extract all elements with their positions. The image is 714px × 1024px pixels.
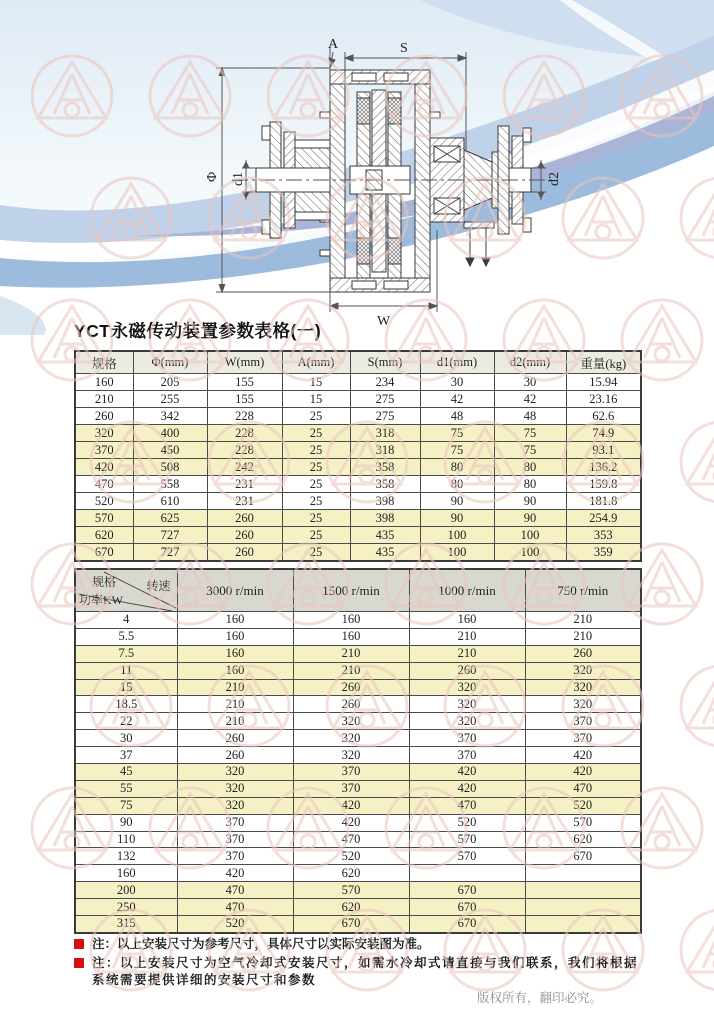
table-cell: 520 [409,814,525,831]
table-cell: 210 [177,696,293,713]
dim-label-w: W [377,314,391,329]
table-cell: 570 [293,882,409,899]
table-row [75,780,641,797]
note-text: 注：以上安装尺寸为空气冷却式安装尺寸，如需水冷却式请直接与我们联系，我们将根据系统需要提供详细的安装尺寸和参数 [92,956,639,987]
table-cell: 210 [409,645,525,662]
table-cell: 370 [525,730,641,747]
column-header: d2(mm) [494,351,566,374]
table-cell: 727 [133,544,207,562]
table-cell: 420 [409,764,525,781]
table-row [75,612,641,629]
table-cell: 228 [207,408,282,425]
table-cell: 450 [133,442,207,459]
table-row [75,544,641,562]
table-cell: 470 [177,899,293,916]
table-cell: 90 [494,493,566,510]
column-header: 重量(kg) [566,351,641,374]
table-cell: 100 [494,544,566,562]
table-cell: 210 [177,679,293,696]
table-cell: 520 [177,916,293,933]
table-cell: 620 [293,865,409,882]
table-row [75,814,641,831]
table-cell: 570 [409,848,525,865]
table-cell: 320 [409,713,525,730]
table-cell: 181.8 [566,493,641,510]
table-cell: 25 [282,408,350,425]
table-cell: 75 [494,425,566,442]
table-cell: 25 [282,442,350,459]
table-cell: 160 [177,645,293,662]
table-cell: 25 [282,527,350,544]
note-item [74,955,640,989]
table-cell: 80 [494,476,566,493]
table-cell: 670 [525,848,641,865]
table-cell: 15.94 [566,374,641,391]
table-cell: 470 [75,476,133,493]
note-bullet-icon [74,939,84,949]
copyright-notice: 版权所有，翻印必究。 [476,991,602,1005]
table-cell: 160 [293,612,409,629]
dimension-table-header-row [75,351,641,374]
table-cell: 75 [494,442,566,459]
table-cell: 42 [420,391,494,408]
table-cell: 5.5 [75,628,177,645]
table-cell: 508 [133,459,207,476]
table-cell: 320 [177,764,293,781]
table-cell: 520 [525,797,641,814]
table-cell: 242 [207,459,282,476]
table-cell: 160 [75,374,133,391]
table-cell: 260 [293,679,409,696]
table-cell: 254.9 [566,510,641,527]
table-cell: 228 [207,425,282,442]
notes-section [74,936,640,991]
table-cell: 90 [75,814,177,831]
table-cell: 370 [75,442,133,459]
table-cell: 25 [282,544,350,562]
page-title: YCT永磁传动装置参数表格(一) [74,321,322,341]
table-cell: 132 [75,848,177,865]
table-cell: 234 [350,374,420,391]
table-row [75,662,641,679]
table-cell: 470 [409,797,525,814]
dim-label-d2: d2 [547,172,562,186]
table-cell: 320 [525,679,641,696]
power-speed-table [74,568,642,934]
table-cell: 320 [409,696,525,713]
corner-label-spec: 规格 [92,575,117,589]
table-row [75,831,641,848]
table-cell: 15 [282,374,350,391]
table-cell: 48 [420,408,494,425]
table-cell: 470 [525,780,641,797]
table-cell: 353 [566,527,641,544]
table-cell: 231 [207,493,282,510]
speed-column-header: 1000 r/min [409,569,525,612]
table-row [75,882,641,899]
note-item [74,936,640,953]
table-cell: 620 [293,899,409,916]
table-cell: 318 [350,425,420,442]
column-header: S(mm) [350,351,420,374]
column-header: W(mm) [207,351,282,374]
table-cell: 18.5 [75,696,177,713]
table-cell: 570 [75,510,133,527]
table-cell: 25 [282,476,350,493]
table-row [75,797,641,814]
table-cell: 275 [350,391,420,408]
table-cell: 320 [75,425,133,442]
note-text: 注：以上安装尺寸为参考尺寸，具体尺寸以实际安装图为准。 [92,937,430,951]
dim-label-s: S [400,41,408,56]
table-cell: 670 [409,882,525,899]
table-cell: 275 [350,408,420,425]
table-row [75,527,641,544]
column-header: 规格 [75,351,133,374]
table-cell: 370 [177,814,293,831]
table-cell: 80 [494,459,566,476]
table-cell: 370 [293,764,409,781]
table-cell: 210 [409,628,525,645]
table-cell: 420 [293,797,409,814]
table-row [75,645,641,662]
table-cell: 100 [420,544,494,562]
table-cell: 210 [177,713,293,730]
table-cell: 30 [75,730,177,747]
table-cell [525,882,641,899]
table-cell: 255 [133,391,207,408]
table-cell: 520 [75,493,133,510]
dim-label-phi: Φ [205,171,220,182]
column-header: d1(mm) [420,351,494,374]
table-cell: 398 [350,493,420,510]
technical-drawing [0,0,714,335]
table-cell: 420 [525,764,641,781]
table-row [75,459,641,476]
table-cell: 74.9 [566,425,641,442]
table-cell: 45 [75,764,177,781]
power-speed-header-row [75,569,641,612]
table-cell: 75 [420,442,494,459]
table-row [75,899,641,916]
table-row [75,764,641,781]
table-cell: 250 [75,899,177,916]
table-cell: 420 [177,865,293,882]
table-cell: 320 [177,797,293,814]
table-cell: 155 [207,374,282,391]
table-cell: 210 [525,628,641,645]
table-cell: 30 [494,374,566,391]
table-cell: 210 [75,391,133,408]
table-row [75,679,641,696]
column-header: Φ(mm) [133,351,207,374]
table-row [75,374,641,391]
table-cell: 260 [75,408,133,425]
table-cell: 260 [293,696,409,713]
note-bullet-icon [74,958,84,968]
table-cell: 25 [282,493,350,510]
table-cell: 160 [409,612,525,629]
table-cell: 610 [133,493,207,510]
table-cell: 398 [350,510,420,527]
table-cell: 160 [177,662,293,679]
table-cell: 15 [75,679,177,696]
table-cell: 260 [207,527,282,544]
table-cell: 435 [350,527,420,544]
table-cell: 75 [75,797,177,814]
table-row [75,442,641,459]
table-cell: 210 [525,612,641,629]
logo-watermark-icon [677,418,714,506]
diagonal-corner-cell [75,569,177,612]
column-header: A(mm) [282,351,350,374]
table-cell: 90 [420,510,494,527]
table-cell: 160 [177,612,293,629]
table-cell: 320 [525,662,641,679]
table-cell: 260 [409,662,525,679]
table-cell: 37 [75,747,177,764]
table-cell: 358 [350,476,420,493]
table-row [75,408,641,425]
table-cell: 625 [133,510,207,527]
table-cell: 342 [133,408,207,425]
table-cell: 80 [420,459,494,476]
table-cell: 210 [293,662,409,679]
dim-label-d1: d1 [231,172,246,186]
table-cell: 320 [293,713,409,730]
table-cell: 470 [293,831,409,848]
table-cell: 370 [409,747,525,764]
table-cell: 400 [133,425,207,442]
table-cell: 359 [566,544,641,562]
corner-label-speed: 转速 [146,579,171,593]
table-cell: 670 [293,916,409,933]
table-cell: 48 [494,408,566,425]
table-cell: 7.5 [75,645,177,662]
table-cell: 260 [177,747,293,764]
table-cell: 62.6 [566,408,641,425]
table-cell [525,899,641,916]
table-row [75,730,641,747]
table-cell [525,865,641,882]
table-row [75,713,641,730]
table-cell: 260 [177,730,293,747]
table-cell: 670 [409,916,525,933]
table-cell: 358 [350,459,420,476]
table-cell: 80 [420,476,494,493]
table-row [75,391,641,408]
table-cell: 42 [494,391,566,408]
table-cell: 370 [177,831,293,848]
table-cell: 620 [75,527,133,544]
table-cell: 25 [282,459,350,476]
table-cell: 370 [525,713,641,730]
table-cell: 727 [133,527,207,544]
table-cell: 470 [177,882,293,899]
table-cell: 30 [420,374,494,391]
table-cell: 320 [409,679,525,696]
table-cell: 570 [409,831,525,848]
table-cell: 318 [350,442,420,459]
table-cell: 22 [75,713,177,730]
table-cell: 520 [293,848,409,865]
table-cell: 25 [282,510,350,527]
table-cell: 55 [75,780,177,797]
table-row [75,696,641,713]
table-cell: 620 [525,831,641,848]
table-cell: 260 [525,645,641,662]
table-cell: 160 [177,628,293,645]
table-cell: 90 [420,493,494,510]
corner-label-power: 功率KW [79,593,123,607]
table-cell: 11 [75,662,177,679]
table-cell: 228 [207,442,282,459]
table-row [75,476,641,493]
table-cell: 75 [420,425,494,442]
table-cell: 420 [525,747,641,764]
logo-watermark-icon [677,662,714,750]
table-cell: 110 [75,831,177,848]
table-cell: 25 [282,425,350,442]
table-cell: 320 [293,730,409,747]
table-cell: 100 [420,527,494,544]
table-cell: 160 [75,865,177,882]
table-row [75,425,641,442]
speed-column-header: 750 r/min [525,569,641,612]
table-cell: 100 [494,527,566,544]
table-cell: 370 [293,780,409,797]
table-cell: 570 [525,814,641,831]
table-cell: 435 [350,544,420,562]
table-cell: 558 [133,476,207,493]
table-cell: 159.8 [566,476,641,493]
table-cell: 260 [207,544,282,562]
table-cell: 370 [409,730,525,747]
dim-label-a: A [328,37,339,52]
table-cell: 93.1 [566,442,641,459]
table-cell: 210 [293,645,409,662]
table-cell [525,916,641,933]
table-cell: 205 [133,374,207,391]
table-cell: 370 [177,848,293,865]
dimension-table [74,350,642,562]
table-cell: 231 [207,476,282,493]
table-row [75,510,641,527]
table-cell: 90 [494,510,566,527]
table-row [75,865,641,882]
table-cell: 23.16 [566,391,641,408]
table-row [75,848,641,865]
table-row [75,628,641,645]
table-cell: 420 [409,780,525,797]
table-cell: 136.2 [566,459,641,476]
table-cell: 260 [207,510,282,527]
table-cell: 320 [525,696,641,713]
table-cell: 420 [75,459,133,476]
table-cell: 420 [293,814,409,831]
logo-watermark-icon [677,906,714,994]
table-cell [409,865,525,882]
table-row [75,493,641,510]
table-cell: 670 [75,544,133,562]
table-cell: 320 [177,780,293,797]
table-cell: 155 [207,391,282,408]
table-cell: 160 [293,628,409,645]
table-cell: 320 [293,747,409,764]
speed-column-header: 3000 r/min [177,569,293,612]
table-cell: 670 [409,899,525,916]
table-cell: 200 [75,882,177,899]
table-row [75,916,641,933]
table-cell: 15 [282,391,350,408]
table-cell: 4 [75,612,177,629]
speed-column-header: 1500 r/min [293,569,409,612]
table-row [75,747,641,764]
table-cell: 315 [75,916,177,933]
